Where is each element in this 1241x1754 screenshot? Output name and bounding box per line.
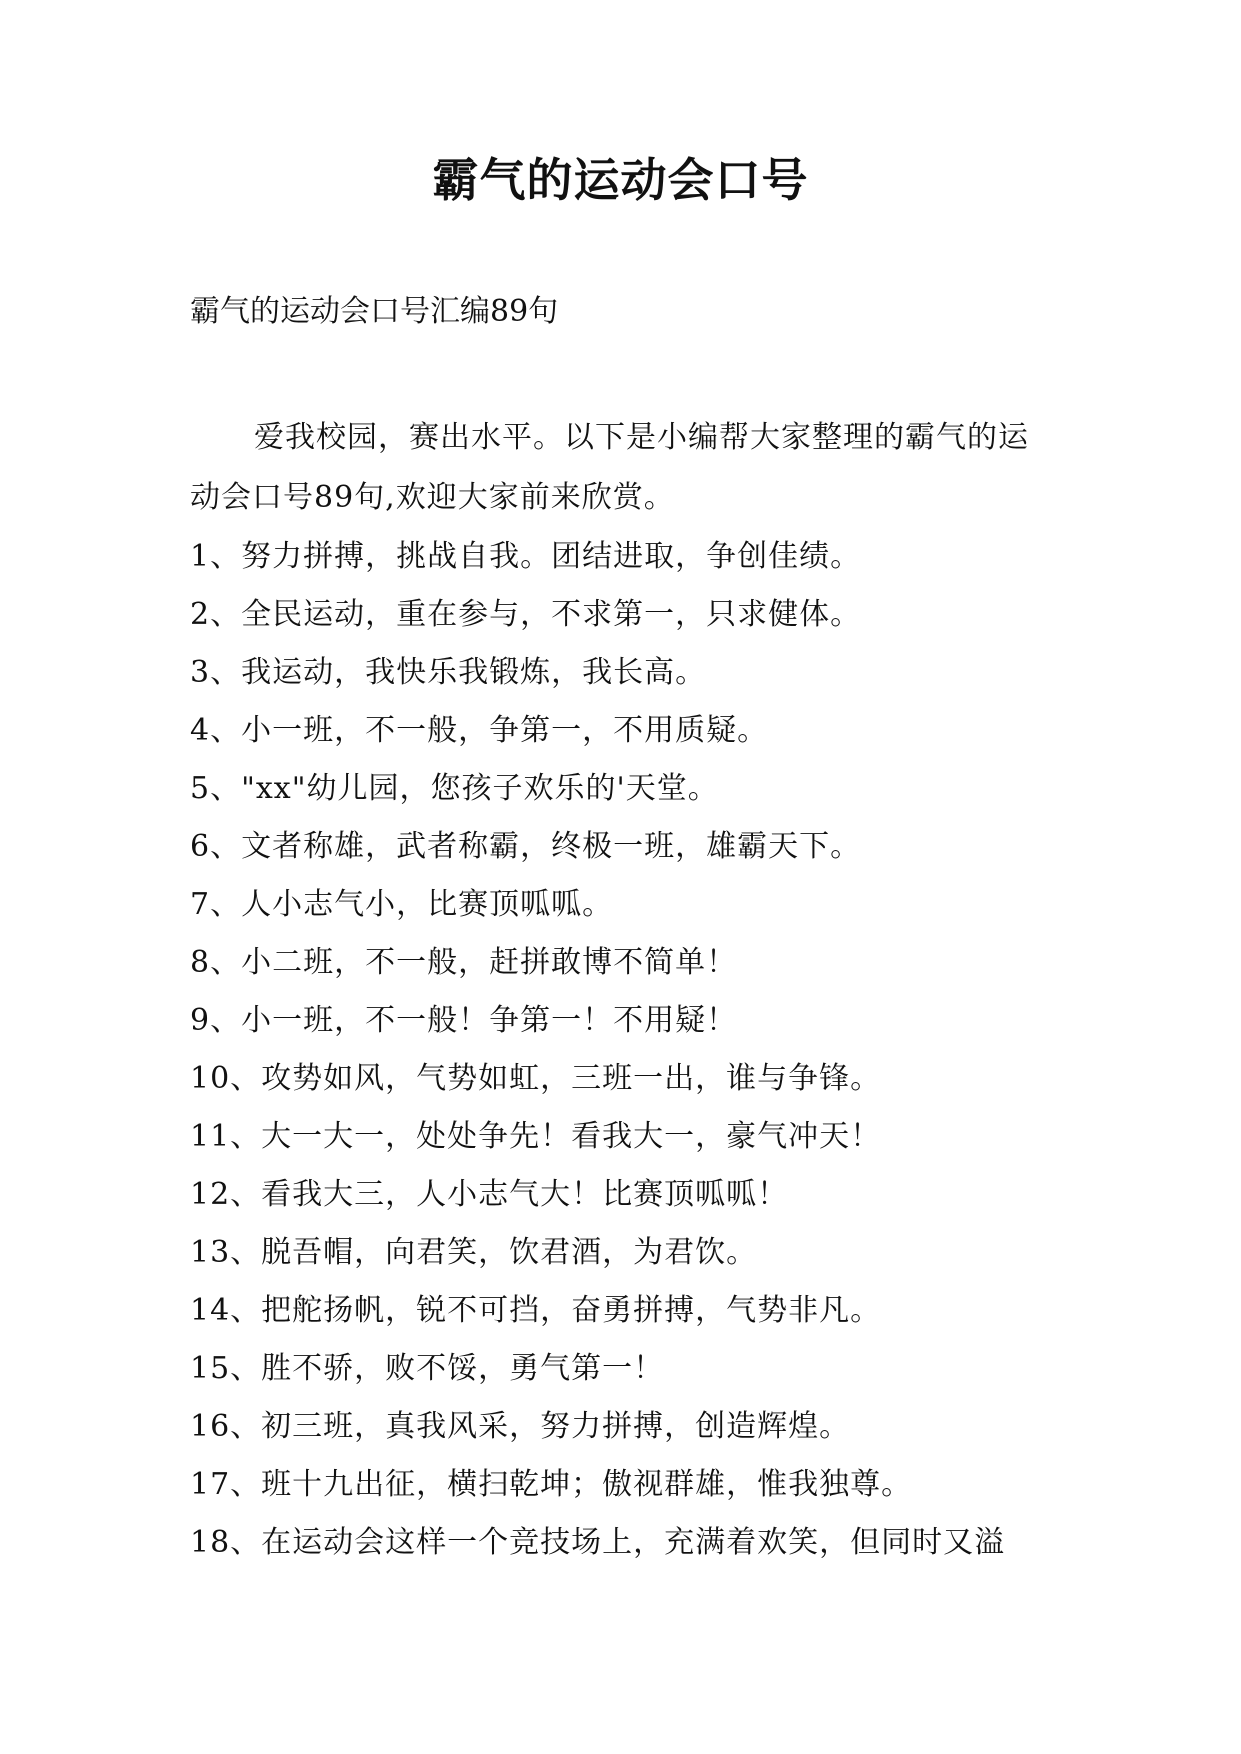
slogan-list <box>190 528 1050 1572</box>
slogan-item: 1、努力拼搏，挑战自我。团结进取，争创佳绩。 <box>190 539 862 574</box>
slogan-item: 18、在运动会这样一个竞技场上，充满着欢笑，但同时又溢 <box>190 1525 1006 1560</box>
slogan-item: 11、大一大一，处处争先！看我大一，豪气冲天！ <box>190 1119 882 1154</box>
slogan-item: 12、看我大三，人小志气大！比赛顶呱呱！ <box>190 1177 789 1212</box>
slogan-item: 8、小二班，不一般，赶拼敢博不简单！ <box>190 945 738 980</box>
document-title: 霸气的运动会口号 <box>432 153 809 207</box>
slogan-item: 5、"xx"幼儿园，您孩子欢乐的'天堂。 <box>190 771 719 806</box>
slogan-item: 7、人小志气小，比赛顶呱呱。 <box>190 887 614 922</box>
slogan-item: 17、班十九出征，横扫乾坤；傲视群雄，惟我独尊。 <box>190 1467 913 1502</box>
slogan-item: 3、我运动，我快乐我锻炼，我长高。 <box>190 655 707 690</box>
slogan-item: 16、初三班，真我风采，努力拼搏，创造辉煌。 <box>190 1409 851 1444</box>
slogan-item: 10、攻势如风，气势如虹，三班一出，谁与争锋。 <box>190 1061 882 1096</box>
document-body <box>190 408 1050 1572</box>
slogan-item: 4、小一班，不一般，争第一，不用质疑。 <box>190 713 769 748</box>
intro-paragraph: 爱我校园，赛出水平。以下是小编帮大家整理的霸气的运动会口号89句,欢迎大家前来欣赏。 <box>190 420 1029 515</box>
slogan-item: 15、胜不骄，败不馁，勇气第一！ <box>190 1351 665 1386</box>
slogan-item: 13、脱吾帽，向君笑，饮君酒，为君饮。 <box>190 1235 758 1270</box>
slogan-item: 2、全民运动，重在参与，不求第一，只求健体。 <box>190 597 862 632</box>
slogan-item: 6、文者称雄，武者称霸，终极一班，雄霸天下。 <box>190 829 862 864</box>
slogan-item: 14、把舵扬帆，锐不可挡，奋勇拼搏，气势非凡。 <box>190 1293 882 1328</box>
slogan-item: 9、小一班，不一般！争第一！不用疑！ <box>190 1003 738 1038</box>
document-subtitle: 霸气的运动会口号汇编89句 <box>190 294 559 329</box>
